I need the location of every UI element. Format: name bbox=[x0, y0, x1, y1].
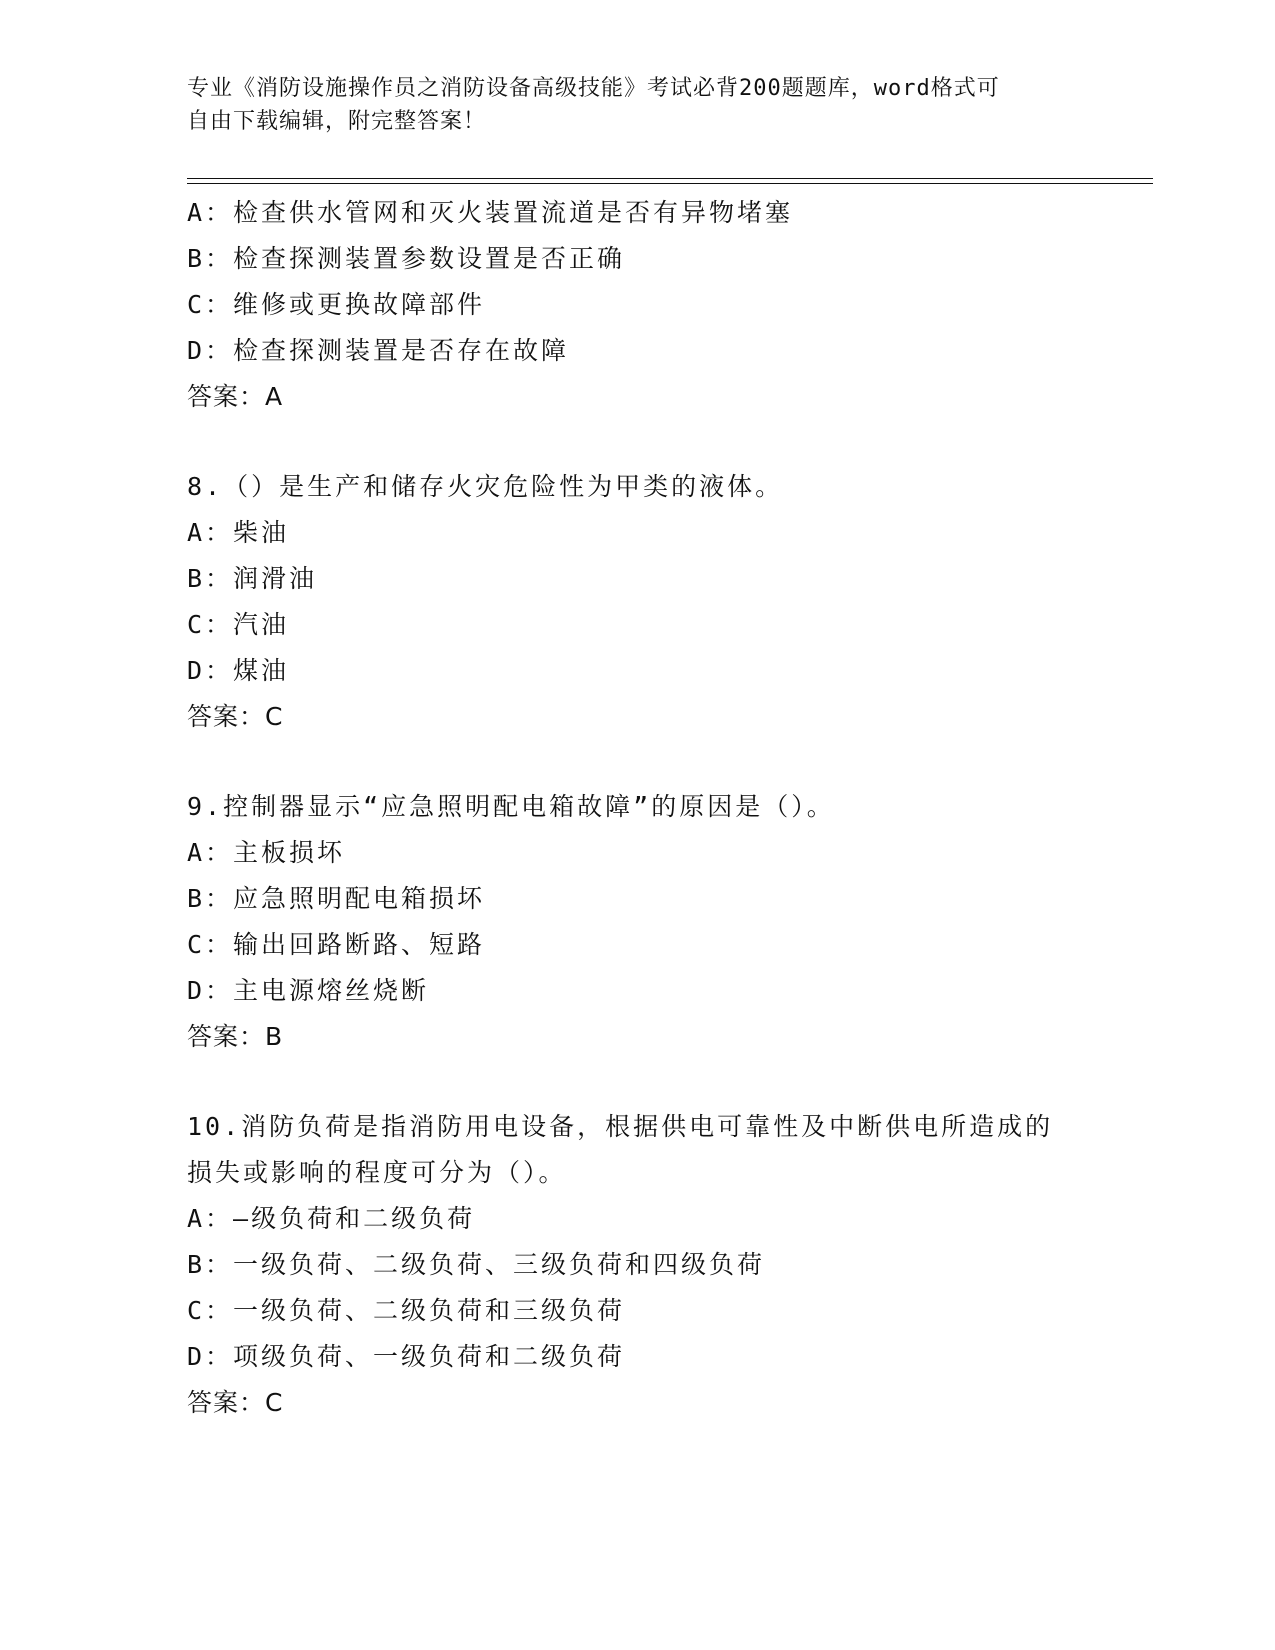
answer: 答案：B bbox=[187, 1022, 284, 1051]
option-d: D：煤油 bbox=[187, 656, 290, 685]
question-text-line-1: 10.消防负荷是指消防用电设备，根据供电可靠性及中断供电所造成的 bbox=[187, 1112, 1054, 1141]
header-line-1: 专业《消防设施操作员之消防设备高级技能》考试必背200题题库，word格式可 bbox=[187, 76, 1000, 101]
option-c: C：输出回路断路、短路 bbox=[187, 930, 486, 959]
option-b: B：一级负荷、二级负荷、三级负荷和四级负荷 bbox=[187, 1250, 766, 1279]
option-c: C：一级负荷、二级负荷和三级负荷 bbox=[187, 1296, 626, 1325]
question-9-block bbox=[187, 784, 1147, 1060]
question-7-block bbox=[187, 190, 1147, 420]
option-c: C：汽油 bbox=[187, 610, 290, 639]
answer: 答案：C bbox=[187, 1388, 284, 1417]
option-b: B：检查探测装置参数设置是否正确 bbox=[187, 244, 626, 273]
question-list bbox=[187, 190, 1147, 1426]
option-d: D：主电源熔丝烧断 bbox=[187, 976, 430, 1005]
option-a: A：主板损坏 bbox=[187, 838, 346, 867]
header-line-2: 自由下载编辑，附完整答案！ bbox=[187, 109, 487, 134]
option-d: D：检查探测装置是否存在故障 bbox=[187, 336, 570, 365]
option-a: A：检查供水管网和灭火装置流道是否有异物堵塞 bbox=[187, 198, 794, 227]
question-10-block bbox=[187, 1104, 1147, 1426]
question-text: 9.控制器显示“应急照明配电箱故障”的原因是（）。 bbox=[187, 792, 835, 821]
option-d: D：项级负荷、一级负荷和二级负荷 bbox=[187, 1342, 626, 1371]
header-rule-top bbox=[187, 178, 1153, 179]
question-8-block bbox=[187, 464, 1147, 740]
option-a: A：柴油 bbox=[187, 518, 290, 547]
document-header bbox=[187, 72, 1067, 138]
option-a: A：—级负荷和二级负荷 bbox=[187, 1204, 476, 1233]
question-text-line-2: 损失或影响的程度可分为（）。 bbox=[187, 1158, 567, 1187]
answer: 答案：A bbox=[187, 382, 284, 411]
question-text: 8.（）是生产和储存火灾危险性为甲类的液体。 bbox=[187, 472, 784, 501]
option-b: B：应急照明配电箱损坏 bbox=[187, 884, 486, 913]
option-c: C：维修或更换故障部件 bbox=[187, 290, 486, 319]
header-rule-bottom bbox=[187, 183, 1153, 184]
answer: 答案：C bbox=[187, 702, 284, 731]
option-b: B：润滑油 bbox=[187, 564, 318, 593]
